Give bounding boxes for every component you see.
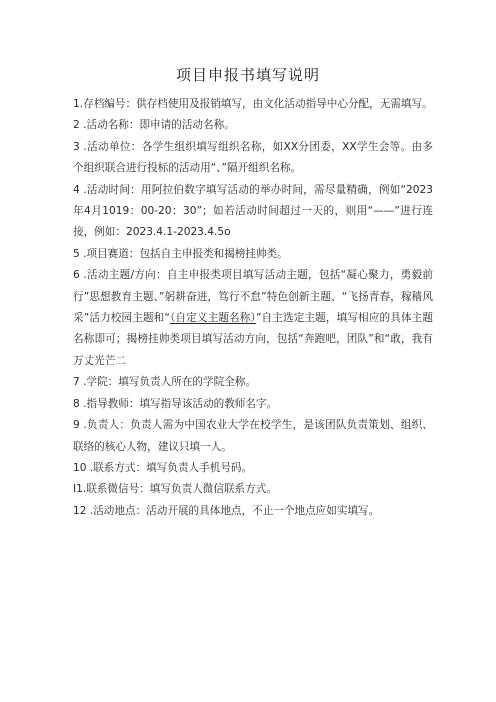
list-item: 1.存档编号：供存档使用及报销填写，由文化活动指导中心分配，无需填写。 [73,98,433,110]
document-body [73,94,433,522]
list-item: I1.联系微信号：填写负责人微信联系方式。 [73,483,277,496]
list-item: 3 .活动单位：各学生组织填写组织名称，如XX分团委，XX学生会等。由多个组织联合进行投标的活动用“、”隔开组织名称。 [73,140,433,175]
list-item: 5 .项目赛道：包括自主申报类和揭榜挂帅类。 [73,247,288,260]
list-item: 10 .联系方式：填写负责人手机号码。 [73,461,253,474]
theme-text-after: ”自主选定主题，填写相应的具体主题名称即可；揭榜挂帅类项目填写活动方向，包括“奔跑吧，团队”和“敢，我有万丈光芒二 [73,312,433,367]
list-item-theme [73,265,433,372]
list-item: 4 .活动时间：用阿拉伯数字填写活动的举办时间，需尽量精确，例如“2023年4月1019：00-20：30”；如若活动时间超过一天的，则用“——”进行连接，例如：2023.4.1-2023.4.5o [73,183,433,239]
theme-text-before: 6 .活动主题/方向：自主申报类项目填写活动主题，包括“凝心聚力，勇毅前行”思想教育主题、”躬耕奋进，笃行不怠”特色创新主题、“飞扬青春，稼穑风采”活力校园主题和“ [73,269,433,325]
custom-theme-placeholder: （自定义主题名称） [169,312,256,325]
list-item: 2 .活动名称：即申请的活动名称。 [73,119,235,132]
page-title: 项目申报书填写说明 [175,66,320,84]
list-item: 8 .指导教师：填写指导该活动的教师名字。 [73,397,278,410]
list-item: 9 .负责人：负责人需为中国农业大学在校学生，是该团队负责策划、组织、联络的核心人物，建议只填一人。 [73,419,433,453]
list-item: 12 .活动地点：活动开展的具体地点，不止一个地点应如实填写。 [73,504,380,517]
list-item: 7 .学院：填写负责人所在的学院全称。 [73,376,256,389]
